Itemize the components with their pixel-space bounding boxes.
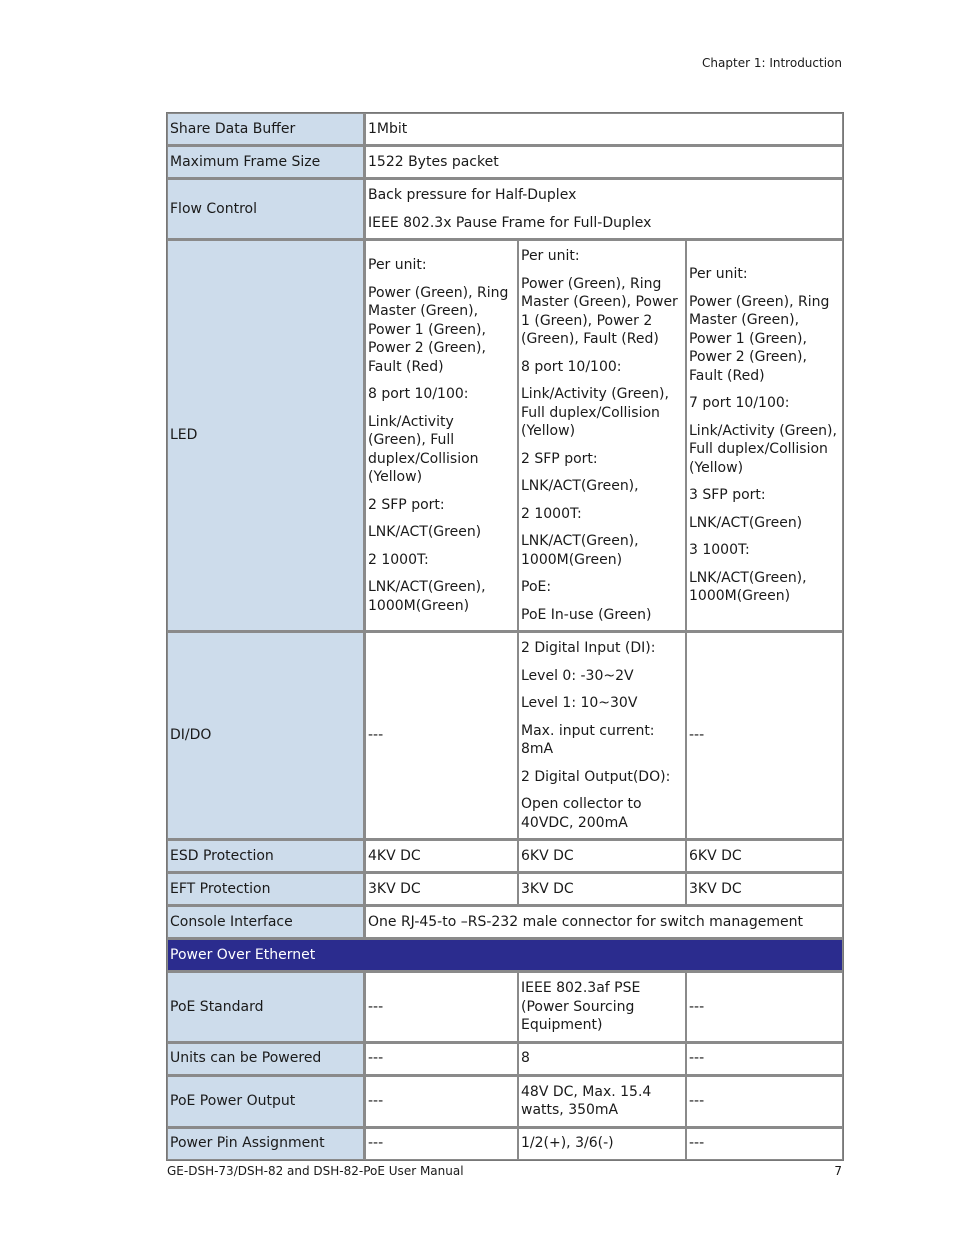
table-row (167, 971, 843, 1042)
row-value: 1/2(+), 3/6(-) (518, 1127, 686, 1160)
row-label: EFT Protection (167, 872, 365, 905)
cell-line: 3 1000T: (689, 542, 750, 559)
dido-cell-col2 (518, 631, 686, 839)
section-header-row (167, 938, 843, 971)
row-label: ESD Protection (167, 839, 365, 872)
cell-line: Open collector to 40VDC, 200mA (521, 796, 642, 831)
row-label: Flow Control (167, 178, 365, 239)
table-row (167, 839, 843, 872)
cell-line: 2 Digital Output(DO): (521, 768, 671, 785)
table-row (167, 239, 843, 631)
row-label: Maximum Frame Size (167, 145, 365, 178)
row-value: --- (365, 971, 518, 1042)
cell-line: 3 SFP port: (689, 487, 766, 504)
cell-line: 2 Digital Input (DI): (521, 640, 656, 656)
row-value: 1522 Bytes packet (365, 145, 843, 178)
row-value (518, 1075, 686, 1127)
cell-line: 8 port 10/100: (521, 358, 622, 375)
cell-line: Link/Activity (Green), Full duplex/Collision (Yellow) (368, 413, 479, 485)
cell-line: Power (Green), Ring Master (Green), Power 1 (Green), Power 2 (Green), Fault (Red) (689, 293, 830, 384)
cell-line: Level 1: 10~30V (521, 695, 638, 711)
section-title: Power Over Ethernet (167, 938, 843, 971)
cell-line: LNK/ACT(Green), 1000M(Green) (368, 579, 486, 614)
cell-line: Link/Activity (Green), Full duplex/Collision (Yellow) (689, 422, 837, 476)
cell-line: LNK/ACT(Green), (521, 478, 639, 494)
cell-line: LNK/ACT(Green), 1000M(Green) (521, 533, 639, 568)
cell-line: 7 port 10/100: (689, 395, 790, 412)
row-value (365, 178, 843, 239)
row-label: Share Data Buffer (167, 113, 365, 145)
led-cell-col3 (686, 239, 843, 631)
table-row (167, 631, 843, 839)
row-value: 3KV DC (686, 872, 843, 905)
table-row (167, 178, 843, 239)
row-label: PoE Standard (167, 971, 365, 1042)
cell-line: PoE: (521, 579, 552, 595)
cell-line: Per unit: (521, 248, 580, 264)
cell-line: LNK/ACT(Green) (689, 514, 803, 531)
row-value (518, 971, 686, 1042)
row-value: One RJ-45-to –RS-232 male connector for switch management (365, 905, 843, 938)
table-row (167, 145, 843, 178)
row-value: --- (686, 1042, 843, 1075)
row-value: --- (365, 1075, 518, 1127)
row-value: 3KV DC (518, 872, 686, 905)
row-value: 6KV DC (686, 839, 843, 872)
cell-line: IEEE 802.3x Pause Frame for Full-Duplex (368, 214, 652, 231)
cell-line: 8 port 10/100: (368, 386, 469, 402)
row-value: 6KV DC (518, 839, 686, 872)
cell-line: Back pressure for Half-Duplex (368, 187, 577, 203)
cell-line: LNK/ACT(Green) (368, 524, 482, 540)
table-row (167, 1042, 843, 1075)
row-label: Console Interface (167, 905, 365, 938)
cell-line: 2 1000T: (521, 505, 582, 522)
cell-line: Per unit: (368, 257, 427, 273)
table-row (167, 905, 843, 938)
cell-line: IEEE 802.3af PSE (Power Sourcing Equipment) (521, 980, 641, 1033)
cell-line: Max. input current: 8mA (521, 722, 655, 757)
cell-line: Power (Green), Ring Master (Green), Power 1 (Green), Power 2 (Green), Fault (Red) (521, 275, 678, 347)
row-value: --- (365, 1127, 518, 1160)
dido-cell-col3: --- (686, 631, 843, 839)
running-footer: GE-DSH-73/DSH-82 and DSH-82-PoE User Manual (167, 1164, 464, 1178)
led-cell-col1 (365, 239, 518, 631)
led-cell-col2 (518, 239, 686, 631)
row-value: --- (686, 971, 843, 1042)
table-row (167, 113, 843, 145)
cell-line: 2 1000T: (368, 551, 429, 568)
row-value: --- (365, 1042, 518, 1075)
row-value: 3KV DC (365, 872, 518, 905)
cell-line: 2 SFP port: (368, 496, 445, 513)
running-header: Chapter 1: Introduction (702, 56, 842, 70)
row-label: Power Pin Assignment (167, 1127, 365, 1160)
cell-line: Level 0: -30~2V (521, 667, 634, 684)
row-value: 1Mbit (365, 113, 843, 145)
table-row (167, 1075, 843, 1127)
dido-cell-col1: --- (365, 631, 518, 839)
table-row (167, 872, 843, 905)
cell-line: Link/Activity (Green), Full duplex/Collision (Yellow) (521, 386, 669, 439)
cell-line: PoE In-use (Green) (521, 606, 652, 623)
spec-table (166, 112, 844, 1161)
row-value: --- (686, 1075, 843, 1127)
row-label: Units can be Powered (167, 1042, 365, 1075)
row-value: 8 (518, 1042, 686, 1075)
row-value: 4KV DC (365, 839, 518, 872)
cell-line: LNK/ACT(Green), 1000M(Green) (689, 569, 807, 605)
cell-line: 2 SFP port: (521, 450, 598, 467)
row-label: LED (167, 239, 365, 631)
row-value: --- (686, 1127, 843, 1160)
row-label: PoE Power Output (167, 1075, 365, 1127)
cell-line: Power (Green), Ring Master (Green), Power 1 (Green), Power 2 (Green), Fault (Red) (368, 284, 509, 375)
row-label: DI/DO (167, 631, 365, 839)
cell-line: 48V DC, Max. 15.4 watts, 350mA (521, 1083, 652, 1118)
cell-line: Per unit: (689, 266, 748, 283)
table-row (167, 1127, 843, 1160)
page-number: 7 (834, 1164, 842, 1178)
